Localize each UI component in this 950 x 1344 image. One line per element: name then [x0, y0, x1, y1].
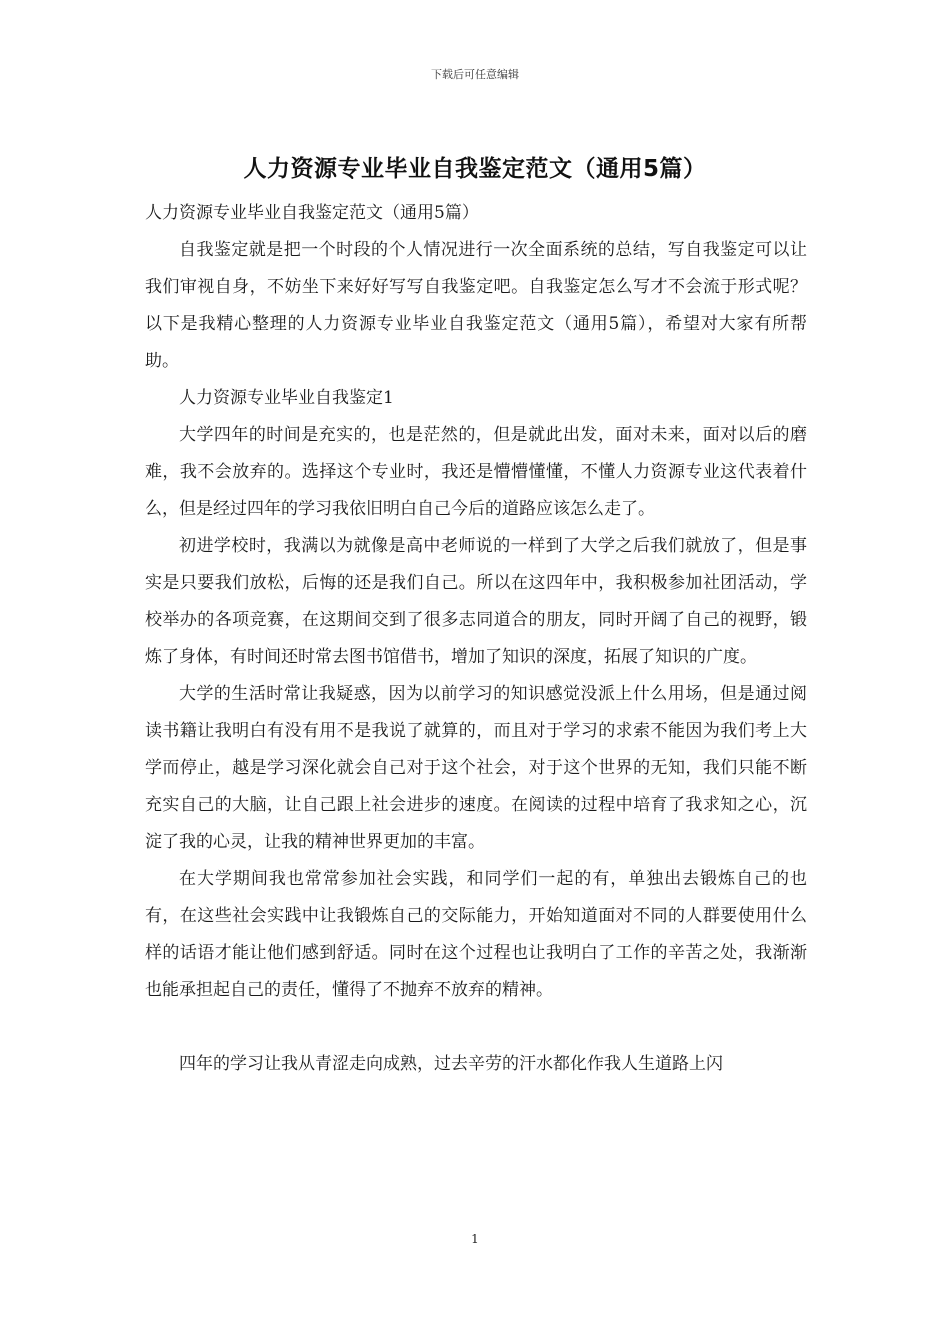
document-subtitle: 人力资源专业毕业自我鉴定范文（通用5篇） — [145, 203, 479, 223]
document-title: 人力资源专业毕业自我鉴定范文（通用5篇） — [243, 156, 707, 182]
body-paragraph: 在大学期间我也常常参加社会实践，和同学们一起的有，单独出去锻炼自己的也有，在这些社会实践中让我锻炼自己的交际能力，开始知道面对不同的人群要使用什么样的话语才能让他们感到舒适。同时在这个过程也让我明白了工作的辛苦之处，我渐渐也能承担起自己的责任，懂得了不抛弃不放弃的精神。 — [145, 869, 807, 1000]
intro-paragraph: 自我鉴定就是把一个时段的个人情况进行一次全面系统的总结，写自我鉴定可以让我们审视自身，不妨坐下来好好写写自我鉴定吧。自我鉴定怎么写才不会流于形式呢？以下是我精心整理的人力资源专业毕业自我鉴定范文（通用5篇），希望对大家有所帮助。 — [145, 240, 807, 371]
section-heading: 人力资源专业毕业自我鉴定1 — [179, 388, 394, 408]
body-paragraph: 大学四年的时间是充实的，也是茫然的，但是就此出发，面对未来，面对以后的磨难，我不会放弃的。选择这个专业时，我还是懵懵懂懂，不懂人力资源专业这代表着什么，但是经过四年的学习我依旧明白自己今后的道路应该怎么走了。 — [145, 425, 807, 519]
body-paragraph: 初进学校时，我满以为就像是高中老师说的一样到了大学之后我们就放了，但是事实是只要我们放松，后悔的还是我们自己。所以在这四年中，我积极参加社团活动，学校举办的各项竞赛，在这期间交到了很多志同道合的朋友，同时开阔了自己的视野，锻炼了身体，有时间还时常去图书馆借书，增加了知识的深度，拓展了知识的广度。 — [145, 536, 807, 667]
body-paragraph: 四年的学习让我从青涩走向成熟，过去辛劳的汗水都化作我人生道路上闪 — [179, 1054, 723, 1074]
document-body — [145, 195, 807, 1083]
header-note: 下载后可任意编辑 — [431, 68, 519, 81]
page-number: 1 — [471, 1232, 479, 1246]
body-paragraph: 大学的生活时常让我疑惑，因为以前学习的知识感觉没派上什么用场，但是通过阅读书籍让我明白有没有用不是我说了就算的，而且对于学习的求索不能因为我们考上大学而停止，越是学习深化就会自己对于这个社会，对于这个世界的无知，我们只能不断充实自己的大脑，让自己跟上社会进步的速度。在阅读的过程中培育了我求知之心，沉淀了我的心灵，让我的精神世界更加的丰富。 — [145, 684, 807, 852]
